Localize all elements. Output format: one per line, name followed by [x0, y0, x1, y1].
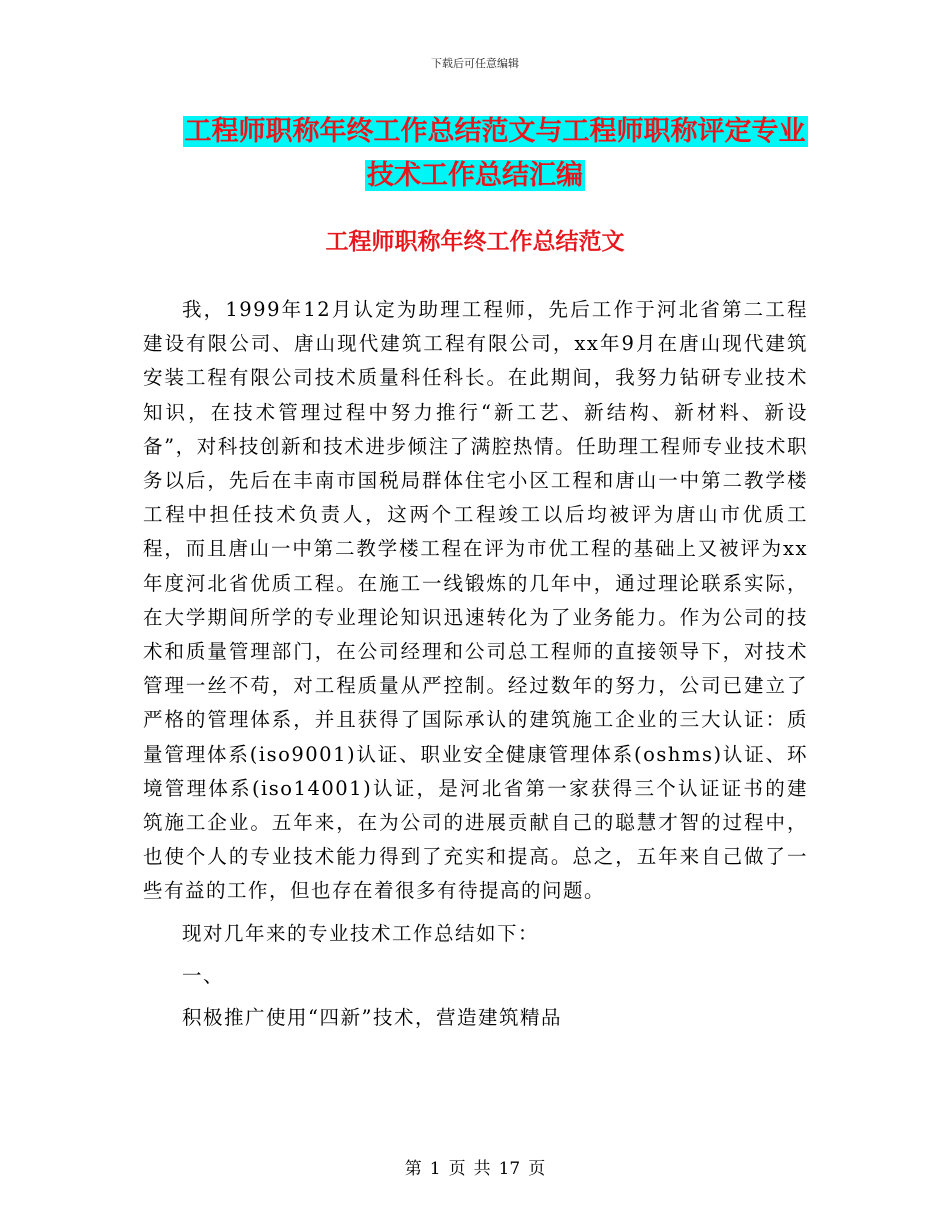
footer-label-total: 共 — [473, 1159, 491, 1179]
page-footer — [0, 1154, 950, 1179]
document-title-line-1: 工程师职称年终工作总结范文与工程师职称评定专业 — [184, 116, 806, 147]
footer-total-pages: 17 — [498, 1159, 521, 1179]
body-paragraph-intro: 我，1999年12月认定为助理工程师，先后工作于河北省第二工程建设有限公司、唐山现代建筑工程有限公司，xx年9月在唐山现代建筑安装工程有限公司技术质量科任科长。在此期间，我努力钻研专业技术知识，在技术管理过程中努力推行“新工艺、新结构、新材料、新设备”，对科技创新和技术进步倾注了满腔热情。任助理工程师专业技术职务以后，先后在丰南市国税局群体住宅小区工程和唐山一中第二教学楼工程中担任技术负责人，这两个工程竣工以后均被评为唐山市优质工程，而且唐山一中第二教学楼工程在评为市优工程的基础上又被评为xx年度河北省优质工程。在施工一线锻炼的几年中，通过理论联系实际，在大学期间所学的专业理论知识迅速转化为了业务能力。作为公司的技术和质量管理部门，在公司经理和公司总工程师的直接领导下，对技术管理一丝不苟，对工程质量从严控制。经过数年的努力，公司已建立了严格的管理体系，并且获得了国际承认的建筑施工企业的三大认证：质量管理体系(iso9001)认证、职业安全健康管理体系(oshms)认证、环境管理体系(iso14001)认证，是河北省第一家获得三个认证证书的建筑施工企业。五年来，在为公司的进展贡献自己的聪慧才智的过程中，也使个人的专业技术能力得到了充实和提高。总之，五年来自己做了一些有益的工作，但也存在着很多有待提高的问题。 — [143, 298, 808, 903]
header-note: 下载后可任意编辑 — [431, 57, 519, 70]
footer-label-page: 第 — [404, 1159, 422, 1179]
section-title: 工程师职称年终工作总结范文 — [325, 228, 625, 255]
body-paragraph-section-number: 一、 — [182, 963, 225, 987]
footer-label-page-unit: 页 — [448, 1159, 466, 1179]
document-body — [143, 293, 808, 1035]
footer-current-page: 1 — [429, 1159, 441, 1179]
document-title-line-2: 技术工作总结汇编 — [367, 160, 583, 191]
footer-label-total-unit: 页 — [528, 1159, 546, 1179]
body-paragraph-summary-lead: 现对几年来的专业技术工作总结如下： — [182, 921, 540, 945]
document-title — [0, 110, 950, 198]
body-paragraph-section-heading: 积极推广使用“四新”技术，营造建筑精品 — [182, 1006, 562, 1030]
